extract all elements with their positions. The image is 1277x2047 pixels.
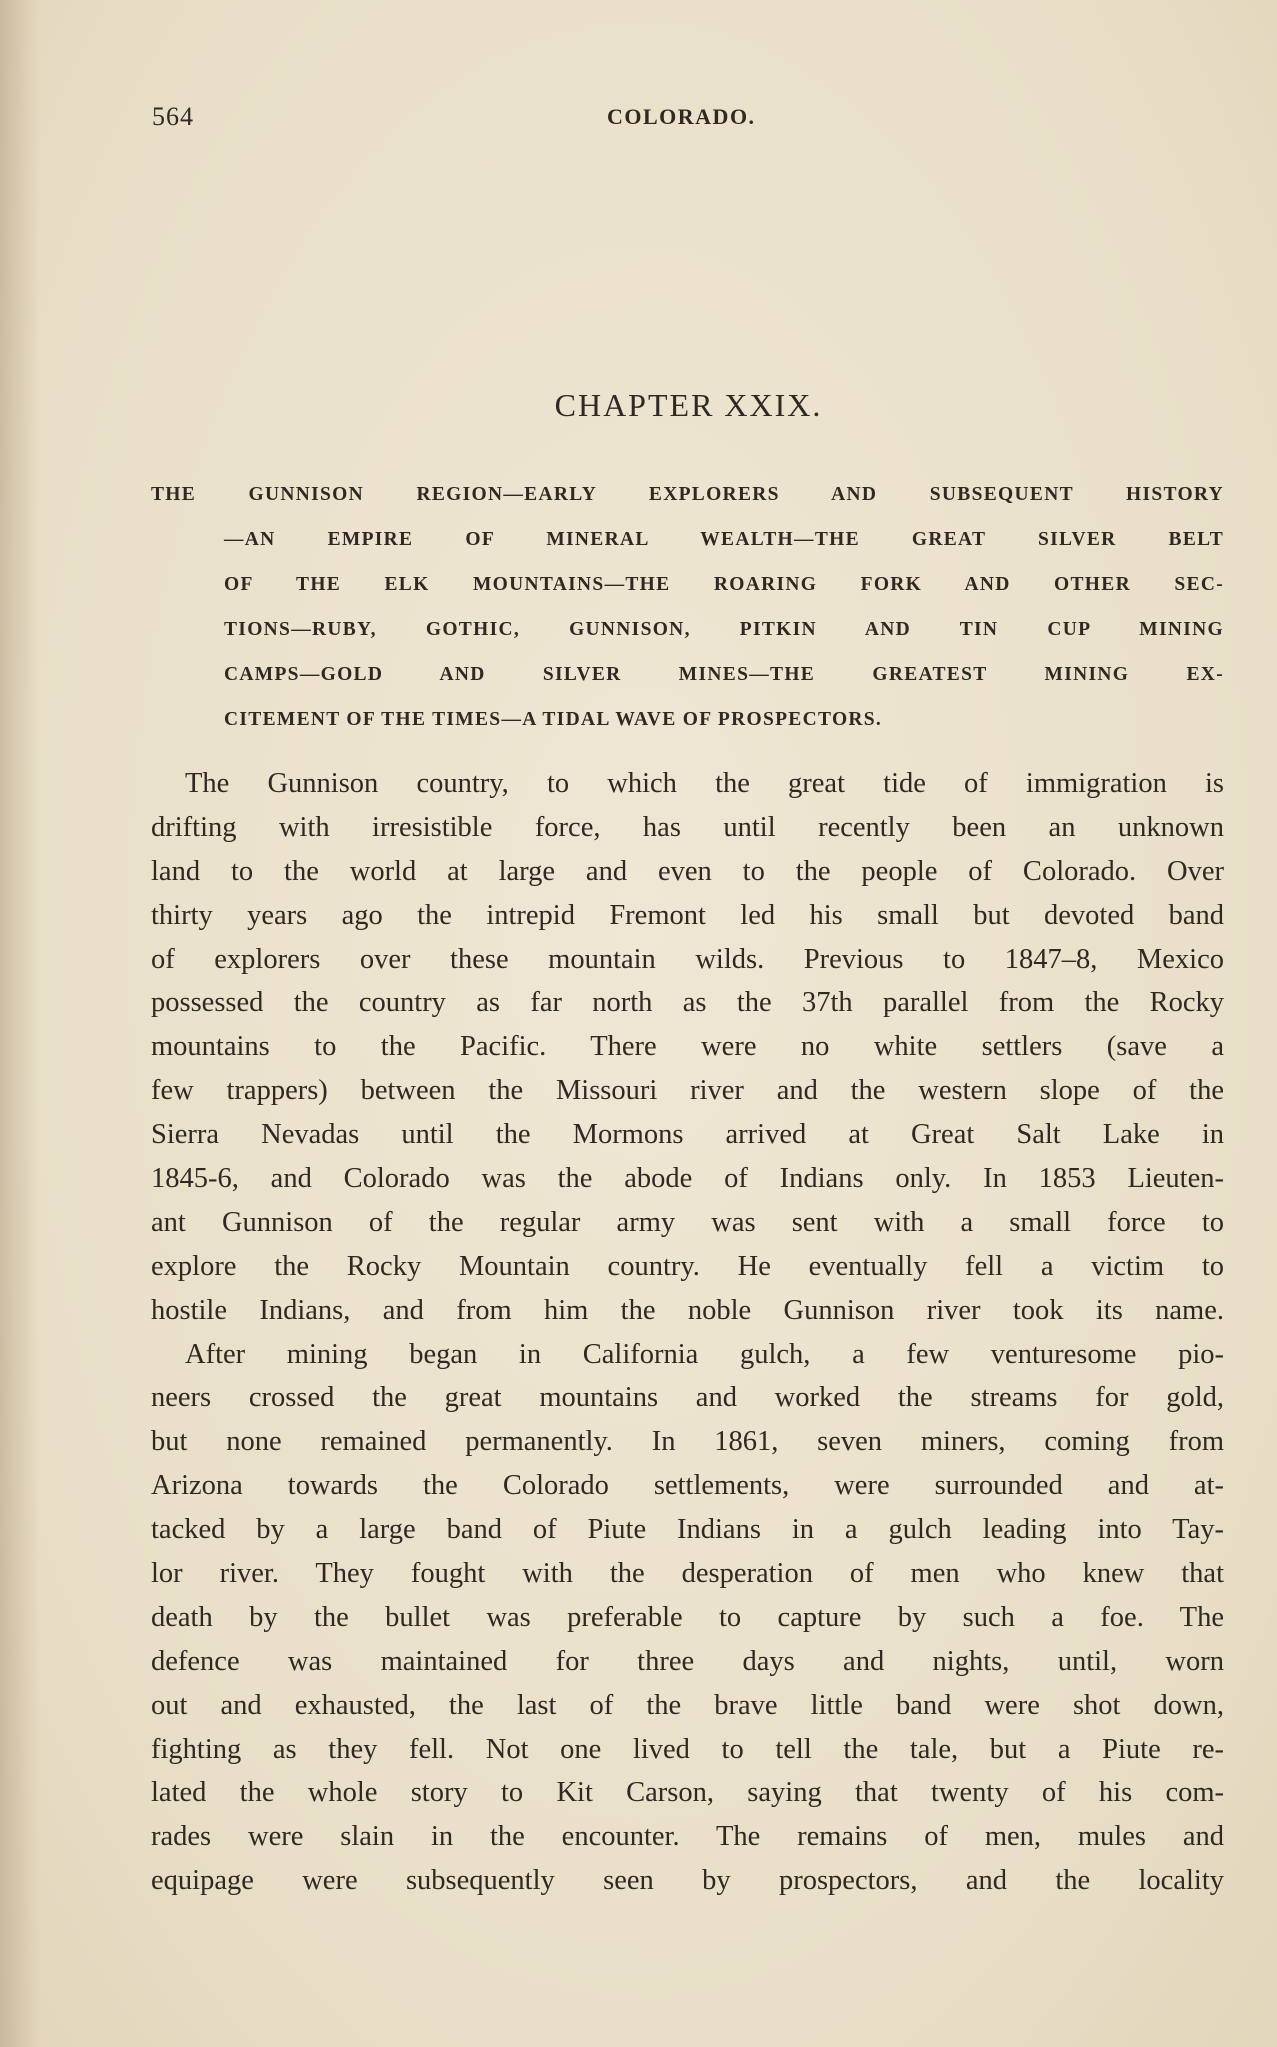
- body-line: few trappers) between the Missouri river and the western slope of the: [151, 1075, 1224, 1107]
- body-line: drifting with irresistible force, has until recently been an unknown: [151, 811, 1224, 843]
- synopsis-line: CAMPS—GOLD AND SILVER MINES—THE GREATEST MINING EX-: [224, 664, 1224, 685]
- synopsis-line: THE GUNNISON REGION—EARLY EXPLORERS AND SUBSEQUENT HISTORY: [151, 484, 1224, 505]
- body-line: Sierra Nevadas until the Mormons arrived at Great Salt Lake in: [151, 1119, 1224, 1151]
- body-line: out and exhausted, the last of the brave little band were shot down,: [151, 1689, 1224, 1721]
- body-line: defence was maintained for three days and nights, until, worn: [151, 1645, 1224, 1677]
- body-line: equipage were subsequently seen by prospectors, and the locality: [151, 1865, 1224, 1897]
- body-text: [151, 762, 1224, 1903]
- synopsis-line: —AN EMPIRE OF MINERAL WEALTH—THE GREAT SILVER BELT: [224, 529, 1224, 550]
- body-line: neers crossed the great mountains and worked the streams for gold,: [151, 1382, 1224, 1414]
- body-line: but none remained permanently. In 1861, seven miners, coming from: [151, 1426, 1224, 1458]
- synopsis-line: CITEMENT OF THE TIMES—A TIDAL WAVE OF PROSPECTORS.: [224, 709, 883, 730]
- body-line: hostile Indians, and from him the noble Gunnison river took its name.: [151, 1294, 1224, 1326]
- body-line: mountains to the Pacific. There were no white settlers (save a: [151, 1031, 1224, 1063]
- chapter-synopsis: [151, 472, 1224, 742]
- body-line: Arizona towards the Colorado settlements, were surrounded and at-: [151, 1470, 1224, 1502]
- page-gutter-shadow: [0, 0, 40, 2047]
- page-number: 564: [152, 102, 194, 131]
- synopsis-line: TIONS—RUBY, GOTHIC, GUNNISON, PITKIN AND TIN CUP MINING: [224, 619, 1224, 640]
- body-line: lated the whole story to Kit Carson, saying that twenty of his com-: [151, 1777, 1224, 1809]
- body-line: The Gunnison country, to which the great tide of immigration is: [185, 768, 1224, 799]
- body-line: death by the bullet was preferable to capture by such a foe. The: [151, 1601, 1224, 1633]
- body-line: tacked by a large band of Piute Indians in a gulch leading into Tay-: [151, 1514, 1224, 1546]
- body-line: After mining began in California gulch, a few venturesome pio-: [185, 1338, 1224, 1370]
- chapter-title: CHAPTER XXIX.: [554, 387, 823, 423]
- body-line: lor river. They fought with the desperation of men who knew that: [151, 1558, 1224, 1590]
- body-line: ant Gunnison of the regular army was sent with a small force to: [151, 1206, 1224, 1238]
- body-line: 1845-6, and Colorado was the abode of Indians only. In 1853 Lieuten-: [151, 1163, 1224, 1195]
- body-line: fighting as they fell. Not one lived to tell the tale, but a Piute re-: [151, 1733, 1224, 1765]
- body-line: possessed the country as far north as the 37th parallel from the Rocky: [151, 987, 1224, 1019]
- body-line: land to the world at large and even to the people of Colorado. Over: [151, 855, 1224, 887]
- body-line: rades were slain in the encounter. The remains of men, mules and: [151, 1821, 1224, 1853]
- synopsis-line: OF THE ELK MOUNTAINS—THE ROARING FORK AND OTHER SEC-: [224, 574, 1224, 595]
- body-line: thirty years ago the intrepid Fremont led his small but devoted band: [151, 899, 1224, 931]
- running-head: COLORADO.: [607, 104, 756, 129]
- body-line: explore the Rocky Mountain country. He eventually fell a victim to: [151, 1250, 1224, 1282]
- body-line: of explorers over these mountain wilds. Previous to 1847–8, Mexico: [151, 943, 1224, 975]
